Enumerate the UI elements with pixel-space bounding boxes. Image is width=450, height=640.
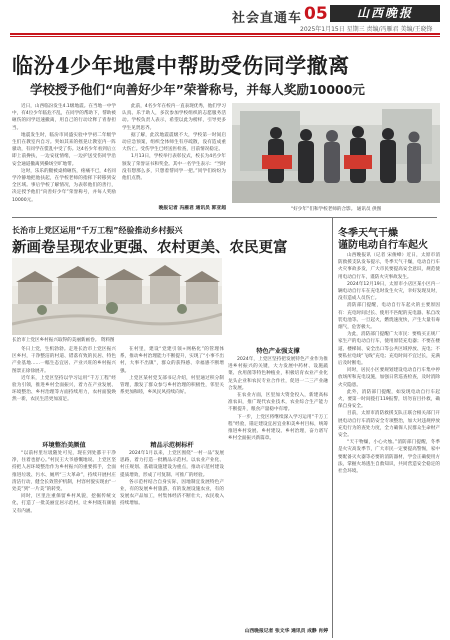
right-paragraph: 同时，居民小区要规划建设电动自行车集中停放场所和充电设施，加强日常巡查检查，及时消除火灾隐患。 (338, 368, 440, 388)
lead-column-1 (12, 103, 116, 213)
subsection-demo: 精品示范树标杆 (150, 442, 194, 449)
second-kicker: 长治市上党区运用“千万工程”经验推动乡村振兴 (12, 226, 183, 235)
right-paragraph: 2024年12月19日，太原市小店区某小区内一辆电动自行车在充电时发生火灾，幸好发现及时，没有造成人员伤亡。 (338, 281, 440, 302)
award-photo (232, 103, 440, 203)
lead-paragraph: 近日，山西临汾发生4.1级地震。在当地一中学中，有4位少年临危不乱，在同学的帮助下，帮助被砸伤的同学迅速撤离，用自己的行动诠释了青春担当。 (12, 104, 116, 131)
second-paragraph: 2024年1月以来，上党区围绕“一村一品”发展思路，着力打造一批精品示范村。以农业产业化、村庄规划、基础设施建设为重点，推动示范村建设提质增效，形成了可复制、可推广的经验。 (120, 451, 224, 478)
lead-reporter: 晚报记者 冯雁君 通讯员 郭亚超 (158, 206, 226, 211)
second-paragraph: 冬日上党，生机勃勃。走进长治市上党区振兴区乡村，干净整洁的村道、错落有致的民居、特色产业基地……一幅生态宜居、产业兴旺的乡村振兴图景正徐徐展开。 (12, 347, 116, 374)
lead-paragraph: 地震发生时，临汾市同盛实验中学初二年级学生们在教室内自习。突如其来的摇晃让教室内一阵骚动，有同学在慌乱中受了伤。这4名少年看到后立即上前搀扶，一边安抚情绪，一边护送受伤同学沿安全通道撤离到操场空旷地带。 (12, 132, 116, 167)
section-title: 社会直通车 (232, 11, 303, 26)
second-paragraph: 在村里，建设“党建引领+网格化”的管理体系，推动乡村治理能力不断提升，实现了“小事不出村，大事不出镇”，群众的获得感、幸福感不断增强。 (120, 347, 224, 374)
right-column (338, 252, 440, 636)
right-paragraph: 山西晚报讯（记者 宋俊峰）近日，太原市消防救援支队发布提示，冬季天气干燥，电动自行车火灾事故多发，广大市民要提高安全意识，规范使用电动自行车，谨防火灾事故发生。 (338, 253, 440, 280)
second-paragraph: “以前村里垃圾随处可见，现在到处都干干净净，住着也舒心。”村民王大爷感慨地说。上党区坚持把人居环境整治作为乡村振兴的重要抓手，全面推进垃圾、污水、厕所“三大革命”，持续开展村庄清洁行动，健全长效管护机制，村容村貌实现由“一处美”到“一片美”的转变。 (12, 451, 116, 493)
header-rule-thin (10, 36, 440, 37)
right-paragraph: “天干物燥，小心火烛。”消防部门提醒，冬季是火灾高发季节，广大市民一定要提高警惕，家中要配备灭火器等必要的消防器材，学会正确使用方法，掌握火场逃生自救知识，共同营造安全稳定的社会环境。 (338, 440, 440, 475)
right-kicker: 冬季天气干燥 (338, 228, 398, 239)
lead-paragraph: 据了解，此次地震震级不大，学校第一时间启动应急预案，组织全体师生有序疏散，没有造成重大伤亡。受伤学生已经送医检查，目前情况稳定。 (122, 132, 226, 153)
section-divider (12, 217, 437, 218)
newspaper-logo: 山西晚报 (330, 5, 440, 22)
village-photo (12, 258, 222, 335)
lead-column-2 (122, 103, 226, 201)
lead-subhead: 学校授予他们“向善好少年”荣誉称号，并每人奖励10000元 (30, 82, 365, 97)
second-column-1 (12, 346, 116, 438)
subsection-env: 环境整治美颜值 (42, 442, 86, 449)
second-paragraph: 近年来，上党区坚持以学习运用“千万工程”经验为引领，推进乡村全面振兴，着力在产业发展、环境整治、乡村治理等方面持续用力，农村面貌焕然一新，农民生活更加富足。 (12, 375, 116, 403)
second-paragraph: 各示范村结合自身实际，因地制宜发展特色产业，有的发展乡村旅游，有的发展设施农业，有的发展农产品加工，村集体经济不断壮大，农民收入持续增加。 (120, 479, 224, 507)
second-column-2b (120, 450, 224, 636)
right-paragraph: 为此，消防部门提醒广大市民：要购买正规厂家生产的电动自行车，使用原装充电器；不要在楼道、楼梯间、安全出口等公共区域停放、充电；不要私拉电线“飞线”充电；充电时间不宜过长，充满后及时断电。 (338, 332, 440, 367)
second-paragraph: 在农业方面，区里加大资金投入，新建高标准农田，推广现代农业技术，农业综合生产能力不断提升，粮食产量稳中有增。 (228, 393, 328, 413)
lead-paragraph: 1月13日，学校举行表彰仪式，校长为4名少年颁发了荣誉证书和奖金。其中一名学生表示：“当时没有想那么多，只想着帮同学一把。”同学们纷纷为他们点赞。 (122, 154, 226, 182)
second-reporter: 山西晚报记者 张文华 通讯员 成静 肖婷 (244, 629, 328, 634)
village-photo-illustration (12, 258, 222, 335)
page-number: 05 (304, 4, 328, 24)
second-headline: 新画卷呈现农业更强、农村更美、农民更富 (12, 239, 288, 256)
column-divider (332, 218, 333, 638)
subsection-industry: 特色产业强支撑 (256, 348, 300, 355)
award-photo-illustration (232, 103, 440, 203)
second-column-1b (12, 450, 116, 636)
right-paragraph: 目前，太原市消防救援支队正联合相关部门开展电动自行车消防安全专项整治，加大对违规停放充电行为的查处力度，全力确保人民群众生命财产安全。 (338, 411, 440, 439)
right-paragraph: 此外，消防部门提醒，如发现电动自行车起火，要第一时间拨打119报警，切勿盲目扑救，确保自身安全。 (338, 389, 440, 410)
lead-paragraph: 这时，乐乐的腿被桌椅砸伤，疼痛不已，4名同学冷静地把他扶起，在学校老师的指挥下转移到安全区域。事后学校了解情况，为表彰他们的善行，决定授予他们“向善好少年”荣誉称号，并每人奖励10000元。 (12, 168, 116, 203)
second-paragraph: 上党区某村党支部书记介绍，村里通过积分制管理，激发了群众参与乡村治理的积极性，邻里关系更加和睦，乡风民风持续向好。 (120, 375, 224, 396)
lead-paragraph: 此前，4名少年在校内一直表现优秀，他们学习认真、乐于助人，多次参加学校组织的志愿服务活动。学校负责人表示，希望以此为榜样，引导更多学生见贤思齐。 (122, 104, 226, 131)
second-column-2 (120, 346, 224, 436)
second-column-3 (228, 356, 328, 624)
village-photo-caption: 长治市上党区乡村振兴取得的美丽新画卷。 资料图 (12, 338, 115, 343)
second-paragraph: 同时，区里注重保留乡村风貌，挖掘传统文化，打造了一批美丽宜居示范村，让乡村既有颜值又有内涵。 (12, 494, 116, 514)
right-paragraph: 消防部门提醒，电动自行车起火的主要原因有：充电时间过长、使用不匹配的充电器、私自改装电池等。一旦起火，燃烧速度快，产生大量有毒烟气，危害极大。 (338, 303, 440, 331)
header-rule (10, 33, 440, 35)
photo-caption: “好少年”们和学校老师的合影。 通讯员 供图 (290, 207, 382, 212)
lead-headline: 临汾4少年地震中帮助受伤同学撤离 (12, 53, 350, 78)
date-line: 2025年1月15日 星期三 责编/冯雁君 美编/王晓锋 (300, 26, 433, 33)
second-paragraph: 2024年，上党区坚持把发展特色产业作为推进乡村振兴的关键，大力发展中药材、设施蔬菜、食用菌等特色种植业，积极培育农业产业化龙头企业和农民专业合作社，促进一二三产业融合发展。 (228, 357, 328, 391)
second-paragraph: 下一步，上党区将继续深入学习运用“千万工程”经验，锚定建设宜居宜业和美乡村目标，统筹推进乡村发展、乡村建设、乡村治理，奋力谱写乡村全面振兴新篇章。 (228, 414, 328, 442)
right-headline: 谨防电动自行车起火 (338, 240, 428, 251)
